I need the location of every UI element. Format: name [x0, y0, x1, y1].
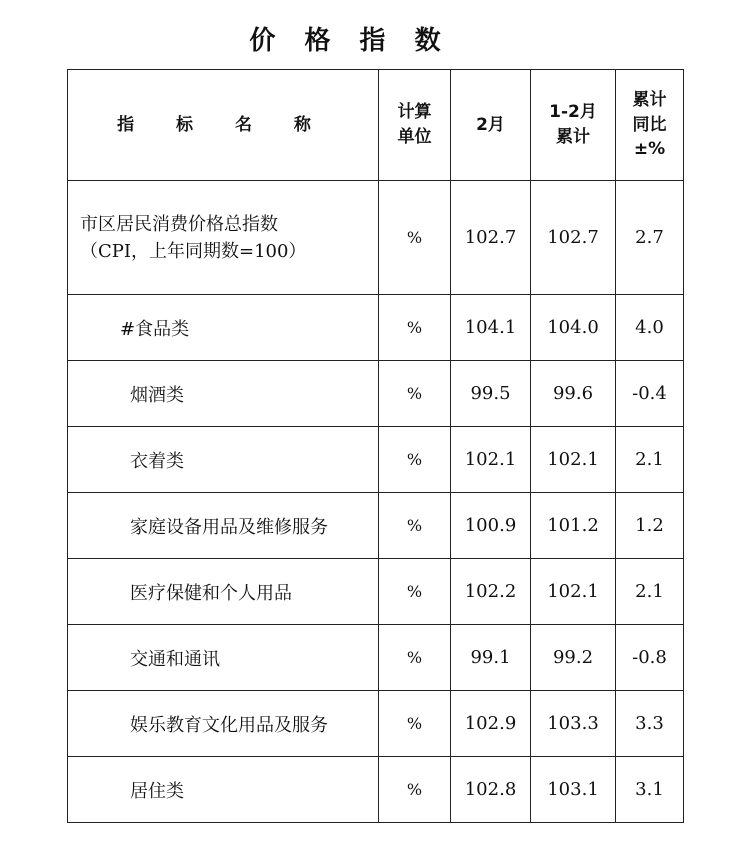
header-cumulative-line1: 1-2月: [549, 102, 597, 123]
row-month: 102.2: [451, 559, 531, 625]
row-month: 102.8: [451, 757, 531, 823]
row-month: 102.9: [451, 691, 531, 757]
header-month: 2月: [451, 70, 531, 181]
row-unit: %: [379, 361, 451, 427]
header-indicator-name: 指 标 名 称: [68, 70, 379, 181]
header-yoy-line3: ±%: [633, 139, 666, 160]
row-unit: %: [379, 757, 451, 823]
table-row: [68, 691, 684, 757]
row-cumulative: 99.6: [531, 361, 616, 427]
row-month: 102.1: [451, 427, 531, 493]
row-name-line1: 市区居民消费价格总指数: [80, 213, 278, 235]
row-yoy: 1.2: [616, 493, 684, 559]
row-name: #食品类: [68, 295, 379, 361]
row-name: 交通和通讯: [68, 625, 379, 691]
row-name: 烟酒类: [68, 361, 379, 427]
row-cumulative: 99.2: [531, 625, 616, 691]
header-unit-line1: 计算: [397, 102, 432, 123]
row-name: [68, 181, 379, 295]
row-cumulative: 103.1: [531, 757, 616, 823]
row-unit: %: [379, 559, 451, 625]
row-cumulative: 102.1: [531, 559, 616, 625]
row-name: 家庭设备用品及维修服务: [68, 493, 379, 559]
row-month: 100.9: [451, 493, 531, 559]
header-row: [68, 70, 684, 181]
page-title: 价 格 指 数: [249, 26, 451, 56]
row-unit: %: [379, 427, 451, 493]
row-month: 102.7: [451, 181, 531, 295]
row-cumulative: 103.3: [531, 691, 616, 757]
row-name: 衣着类: [68, 427, 379, 493]
header-yoy: [616, 70, 684, 181]
row-cumulative: 102.7: [531, 181, 616, 295]
row-month: 99.1: [451, 625, 531, 691]
row-yoy: 2.1: [616, 559, 684, 625]
table-row: [68, 427, 684, 493]
table-row: [68, 181, 684, 295]
row-unit: %: [379, 493, 451, 559]
row-yoy: 3.1: [616, 757, 684, 823]
row-cumulative: 101.2: [531, 493, 616, 559]
row-unit: %: [379, 691, 451, 757]
row-yoy: 4.0: [616, 295, 684, 361]
table-row: [68, 559, 684, 625]
row-name: 居住类: [68, 757, 379, 823]
table-row: [68, 757, 684, 823]
row-yoy: 3.3: [616, 691, 684, 757]
row-unit: %: [379, 625, 451, 691]
row-name-line2: （CPI，上年同期数=100）: [80, 240, 307, 262]
row-yoy: 2.1: [616, 427, 684, 493]
row-name: 医疗保健和个人用品: [68, 559, 379, 625]
header-unit: [379, 70, 451, 181]
row-unit: %: [379, 295, 451, 361]
row-month: 104.1: [451, 295, 531, 361]
row-name: 娱乐教育文化用品及服务: [68, 691, 379, 757]
row-yoy: -0.4: [616, 361, 684, 427]
header-cumulative-line2: 累计: [556, 127, 590, 147]
header-cumulative: [531, 70, 616, 181]
table-row: [68, 295, 684, 361]
row-month: 99.5: [451, 361, 531, 427]
price-index-table: [67, 69, 684, 823]
row-yoy: -0.8: [616, 625, 684, 691]
row-cumulative: 104.0: [531, 295, 616, 361]
table-row: [68, 625, 684, 691]
row-cumulative: 102.1: [531, 427, 616, 493]
row-yoy: 2.7: [616, 181, 684, 295]
row-unit: %: [379, 181, 451, 295]
table-row: [68, 361, 684, 427]
header-unit-line2: 单位: [397, 127, 432, 147]
table-row: [68, 493, 684, 559]
header-yoy-line2: 同比: [632, 114, 667, 135]
header-yoy-line1: 累计: [632, 90, 667, 111]
